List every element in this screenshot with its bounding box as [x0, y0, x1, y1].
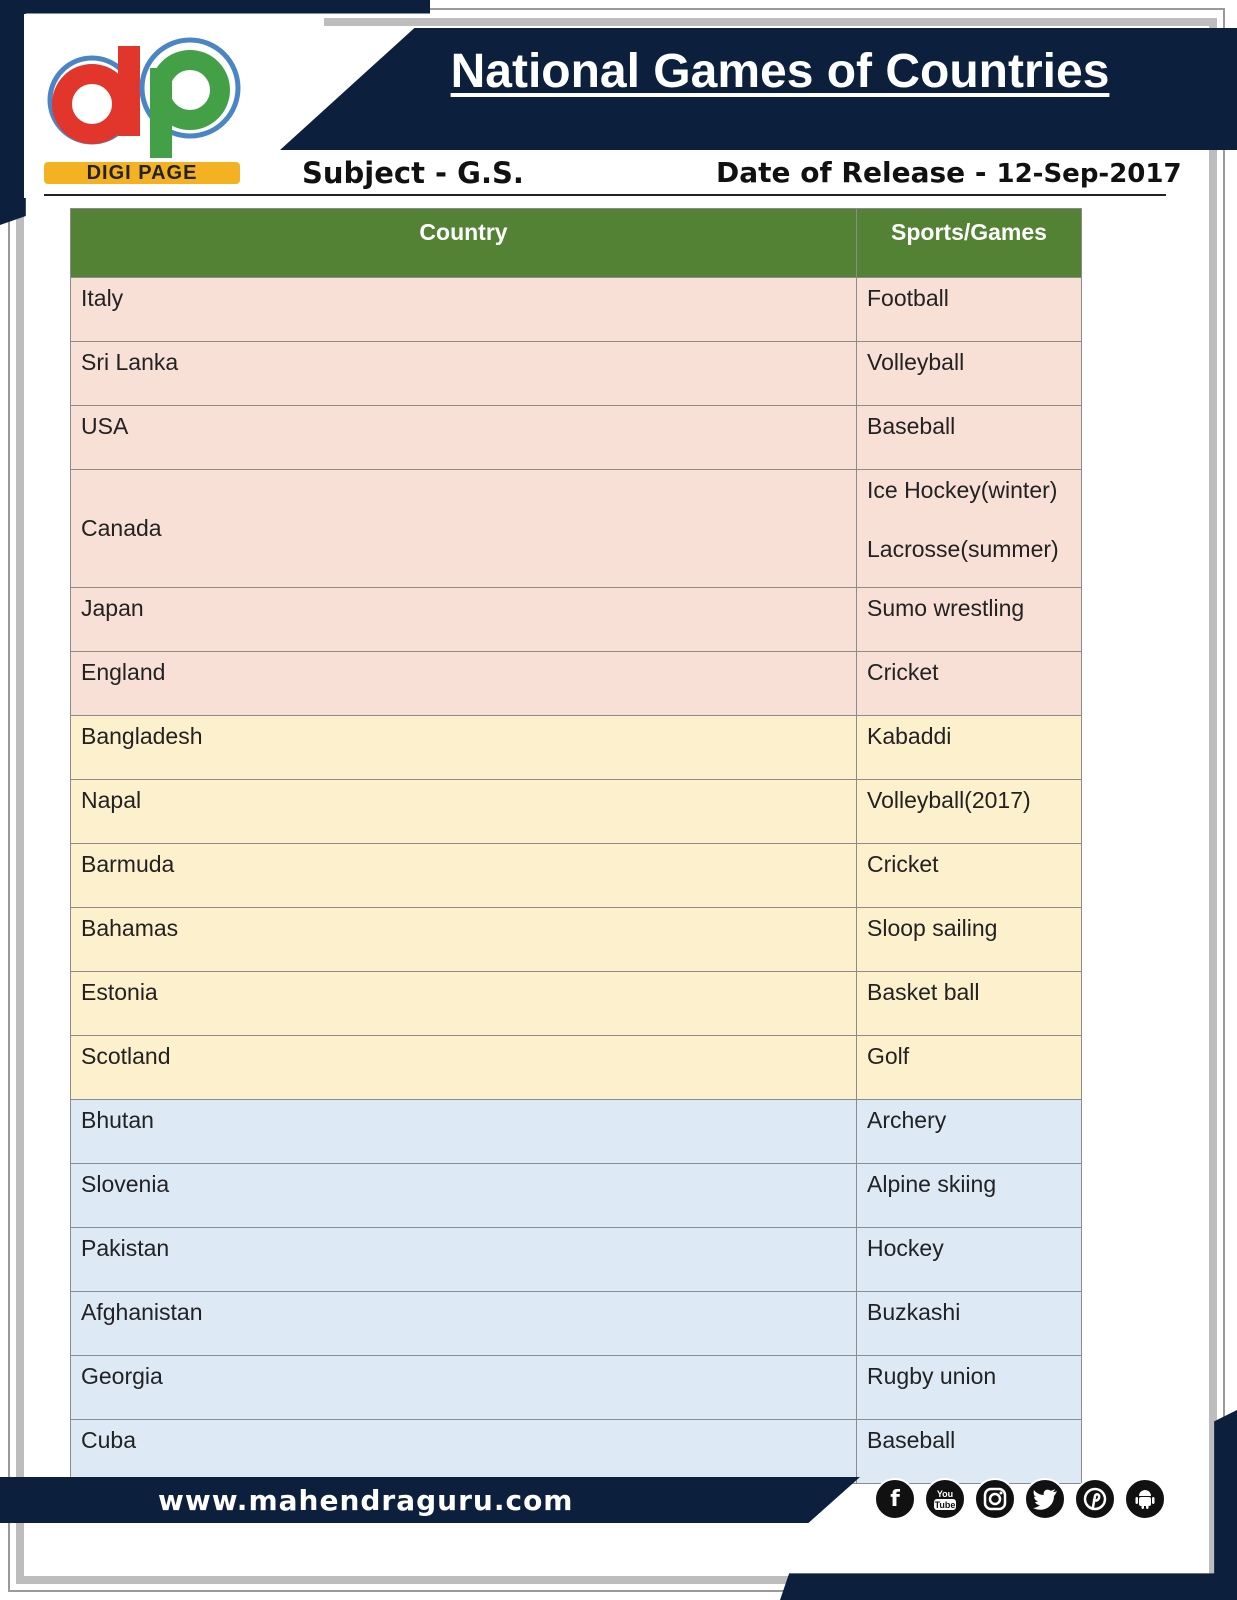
sport-cell: Baseball — [857, 1420, 1082, 1484]
logo-badge: DIGI PAGE — [44, 162, 240, 184]
sport-cell: Kabaddi — [857, 716, 1082, 780]
country-cell: Cuba — [71, 1420, 857, 1484]
country-cell: Italy — [71, 278, 857, 342]
table-row — [71, 716, 1082, 780]
country-cell: Sri Lanka — [71, 342, 857, 406]
table-row — [71, 1036, 1082, 1100]
country-cell: Bhutan — [71, 1100, 857, 1164]
release-date: 12-Sep-2017 — [996, 159, 1182, 189]
country-cell: England — [71, 652, 857, 716]
country-cell: Canada — [71, 470, 857, 588]
table-row — [71, 780, 1082, 844]
svg-text:Tube: Tube — [934, 1500, 956, 1510]
pinterest-glyph — [1083, 1487, 1107, 1511]
table-row — [71, 1164, 1082, 1228]
country-cell: Georgia — [71, 1356, 857, 1420]
sport-cell: Baseball — [857, 406, 1082, 470]
table-header-row — [71, 209, 1082, 278]
sport-cell: Basket ball — [857, 972, 1082, 1036]
country-cell: Barmuda — [71, 844, 857, 908]
table-row — [71, 1292, 1082, 1356]
social-icons — [874, 1478, 1166, 1520]
release-label: Date of Release - — [716, 156, 987, 189]
header-divider — [44, 194, 1166, 196]
table-row — [71, 908, 1082, 972]
instagram-glyph — [983, 1487, 1007, 1511]
table-row — [71, 844, 1082, 908]
twitter-icon[interactable] — [1024, 1478, 1066, 1520]
table-row — [71, 1100, 1082, 1164]
table-row — [71, 342, 1082, 406]
android-glyph — [1133, 1487, 1157, 1511]
sport-cell: Golf — [857, 1036, 1082, 1100]
sport-line-summer: Lacrosse(summer) — [867, 536, 1059, 562]
country-cell: Napal — [71, 780, 857, 844]
table-row — [71, 1420, 1082, 1484]
footer-website-link[interactable]: www.mahendraguru.com — [158, 1484, 574, 1517]
sport-line-winter: Ice Hockey(winter) — [867, 477, 1058, 503]
sport-cell: Rugby union — [857, 1356, 1082, 1420]
country-cell: Slovenia — [71, 1164, 857, 1228]
column-header-country: Country — [71, 209, 857, 278]
sport-cell: Cricket — [857, 652, 1082, 716]
table-row — [71, 1356, 1082, 1420]
table-row — [71, 1228, 1082, 1292]
country-cell: Scotland — [71, 1036, 857, 1100]
country-cell: Bangladesh — [71, 716, 857, 780]
column-header-sports: Sports/Games — [857, 209, 1082, 278]
sport-cell: Volleyball(2017) — [857, 780, 1082, 844]
svg-text:You: You — [936, 1489, 954, 1499]
table-row — [71, 588, 1082, 652]
android-icon[interactable] — [1124, 1478, 1166, 1520]
sport-cell: Sloop sailing — [857, 908, 1082, 972]
subject-label: Subject - G.S. — [302, 156, 524, 190]
country-cell: Estonia — [71, 972, 857, 1036]
youtube-glyph — [931, 1485, 959, 1513]
table-row — [71, 406, 1082, 470]
national-games-table — [70, 208, 1082, 1484]
twitter-glyph — [1032, 1488, 1058, 1510]
sport-cell: Hockey — [857, 1228, 1082, 1292]
instagram-icon[interactable] — [974, 1478, 1016, 1520]
pinterest-icon[interactable] — [1074, 1478, 1116, 1520]
sport-cell: Football — [857, 278, 1082, 342]
sport-cell: Buzkashi — [857, 1292, 1082, 1356]
table-row — [71, 470, 1082, 588]
sport-cell: Sumo wrestling — [857, 588, 1082, 652]
country-cell: USA — [71, 406, 857, 470]
table-row — [71, 278, 1082, 342]
country-cell: Japan — [71, 588, 857, 652]
country-cell: Bahamas — [71, 908, 857, 972]
sport-cell: Cricket — [857, 844, 1082, 908]
country-cell: Afghanistan — [71, 1292, 857, 1356]
sport-cell — [857, 470, 1082, 588]
facebook-icon[interactable]: f — [874, 1478, 916, 1520]
table-row — [71, 972, 1082, 1036]
release-info — [716, 156, 1182, 189]
sport-cell: Archery — [857, 1100, 1082, 1164]
country-cell: Pakistan — [71, 1228, 857, 1292]
youtube-icon[interactable] — [924, 1478, 966, 1520]
sport-cell: Volleyball — [857, 342, 1082, 406]
page-title: National Games of Countries — [450, 45, 1110, 98]
table-row — [71, 652, 1082, 716]
sport-cell: Alpine skiing — [857, 1164, 1082, 1228]
